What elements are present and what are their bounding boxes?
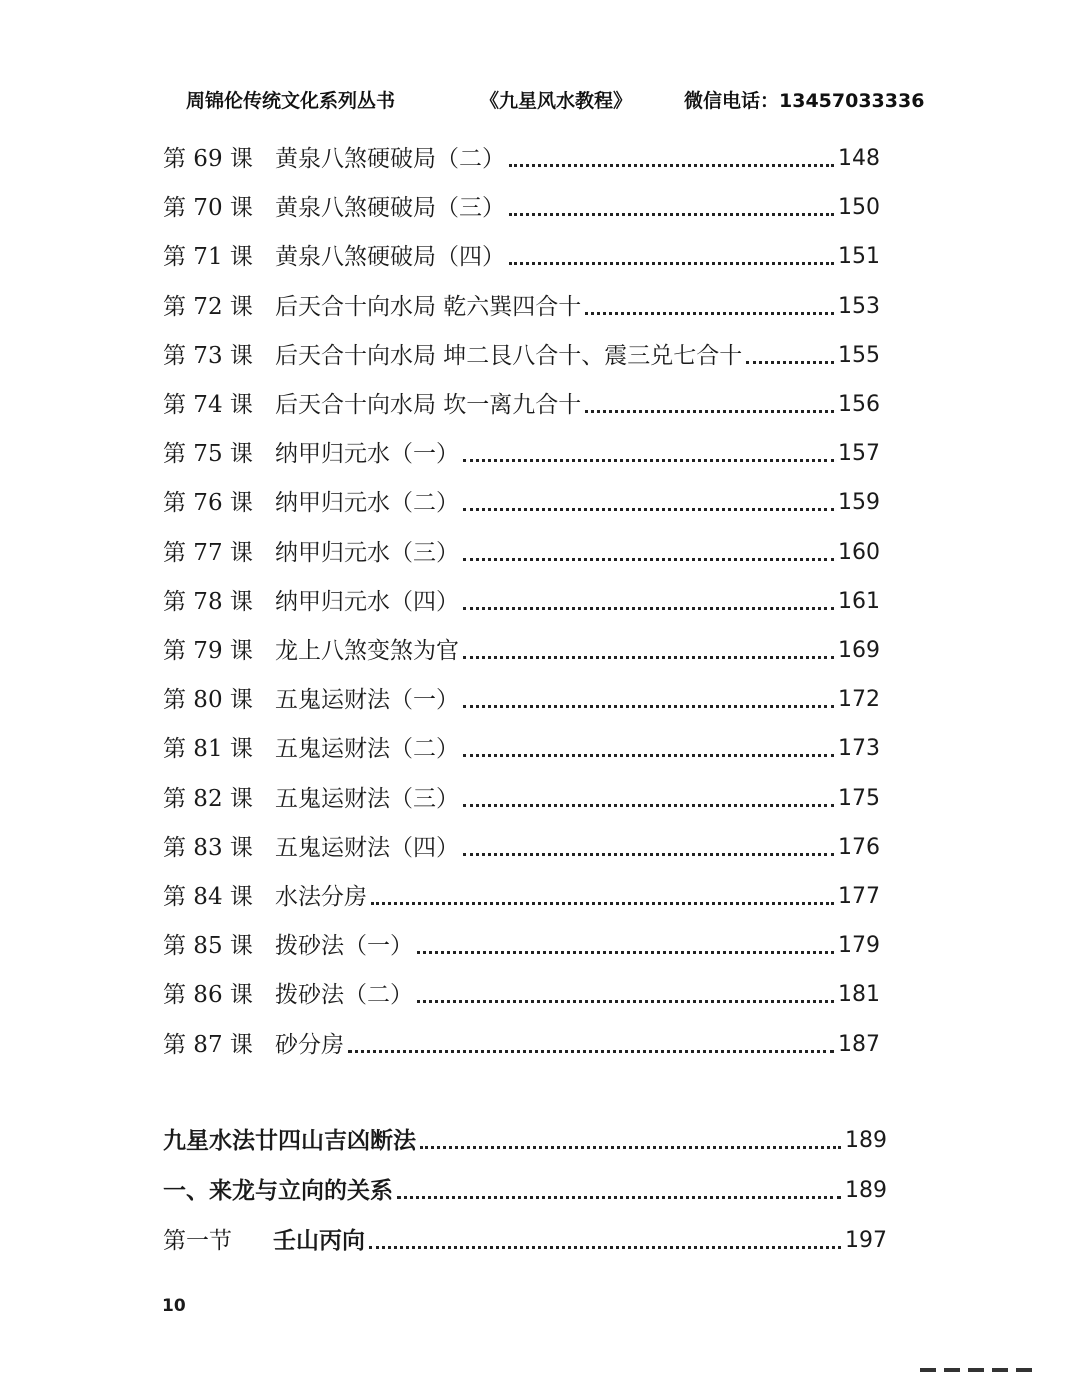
dot-leader	[463, 607, 834, 610]
toc-entry-number: 第 83 课	[163, 835, 253, 861]
toc-entry-page: 153	[838, 294, 880, 319]
toc-entry-number: 第 74 课	[163, 392, 253, 418]
toc-entry-page: 197	[845, 1228, 887, 1253]
toc-entry-title: 砂分房	[275, 1032, 344, 1058]
toc-entry-title: 黄泉八煞硬破局（二）	[275, 146, 505, 172]
book-title: 《九星风水教程》	[480, 90, 633, 112]
toc-entry-number: 第 69 课	[163, 146, 253, 172]
running-header	[0, 86, 1080, 116]
dot-leader	[463, 804, 834, 807]
toc-entry-title: 龙上八煞变煞为官	[275, 638, 459, 664]
toc-entry-title: 拨砂法（二）	[275, 982, 413, 1008]
toc-entry-title: 后天合十向水局 坎一离九合十	[275, 392, 582, 418]
toc-entry-number: 第一节	[163, 1228, 232, 1254]
toc-entry-title: 壬山丙向	[273, 1227, 365, 1254]
toc-entry-title: 纳甲归元水（一）	[275, 441, 459, 467]
toc-lesson-entry	[163, 585, 880, 619]
dot-leader	[463, 853, 834, 856]
toc-lesson-entry	[163, 880, 880, 914]
dot-leader	[369, 1246, 841, 1249]
dot-leader	[463, 459, 834, 462]
dot-leader	[585, 410, 834, 413]
toc-lesson-entry	[163, 634, 880, 668]
toc-lesson-entry	[163, 831, 880, 865]
toc-entry-title: 一、来龙与立向的关系	[163, 1177, 393, 1204]
toc-entry-page: 150	[838, 195, 880, 220]
toc-entry-title: 九星水法廿四山吉凶断法	[163, 1127, 416, 1154]
toc-entry-page: 181	[838, 982, 880, 1007]
toc-entry-title: 水法分房	[275, 884, 367, 910]
toc-entry-number: 第 76 课	[163, 490, 253, 516]
toc-entry-title: 五鬼运财法（一）	[275, 687, 459, 713]
toc-entry-title: 纳甲归元水（二）	[275, 490, 459, 516]
toc-lesson-entry	[163, 240, 880, 274]
toc-entry-title: 五鬼运财法（四）	[275, 835, 459, 861]
dot-leader	[463, 656, 834, 659]
toc-entry-number: 第 81 课	[163, 736, 253, 762]
toc-chapter-entry	[163, 1124, 887, 1158]
toc-part-entry	[163, 1174, 887, 1208]
toc-entry-page: 179	[838, 933, 880, 958]
toc-entry-title: 拨砂法（一）	[275, 933, 413, 959]
toc-lesson-entry	[163, 782, 880, 816]
toc-entry-page: 173	[838, 736, 880, 761]
toc-entry-page: 148	[838, 146, 880, 171]
toc-entry-page: 189	[845, 1128, 887, 1153]
toc-entry-page: 159	[838, 490, 880, 515]
toc-entry-number: 第 82 课	[163, 786, 253, 812]
toc-entry-page: 157	[838, 441, 880, 466]
toc-entry-page: 156	[838, 392, 880, 417]
dot-leader	[463, 754, 834, 757]
toc-lesson-entry	[163, 437, 880, 471]
dot-leader	[417, 1000, 834, 1003]
toc-entry-title: 纳甲归元水（三）	[275, 540, 459, 566]
toc-entry-page: 161	[838, 589, 880, 614]
toc-entry-number: 第 78 课	[163, 589, 253, 615]
toc-entry-number: 第 85 课	[163, 933, 253, 959]
dot-leader	[371, 902, 834, 905]
toc-lesson-entry	[163, 486, 880, 520]
toc-lesson-entry	[163, 290, 880, 324]
dot-leader	[463, 558, 834, 561]
toc-entry-page: 177	[838, 884, 880, 909]
dot-leader	[509, 213, 834, 216]
toc-entry-title: 后天合十向水局 乾六巽四合十	[275, 294, 582, 320]
toc-lesson-entry	[163, 142, 880, 176]
dot-leader	[509, 164, 834, 167]
toc-entry-title: 黄泉八煞硬破局（四）	[275, 244, 505, 270]
toc-entry-page: 151	[838, 244, 880, 269]
toc-entry-page: 160	[838, 540, 880, 565]
toc-entry-number: 第 84 课	[163, 884, 253, 910]
toc-entry-title: 纳甲归元水（四）	[275, 589, 459, 615]
toc-lesson-entry	[163, 1028, 880, 1062]
toc-lesson-entry	[163, 536, 880, 570]
page-number: 10	[162, 1296, 186, 1316]
dot-leader	[463, 508, 834, 511]
toc-entry-page: 176	[838, 835, 880, 860]
toc-entry-number: 第 87 课	[163, 1032, 253, 1058]
dot-leader	[463, 705, 834, 708]
dot-leader	[420, 1146, 841, 1149]
dot-leader	[397, 1196, 841, 1199]
dot-leader	[585, 312, 834, 315]
toc-entry-number: 第 77 课	[163, 540, 253, 566]
toc-entry-page: 187	[838, 1032, 880, 1057]
contact-info: 微信电话：13457033336	[684, 90, 925, 112]
toc-entry-page: 175	[838, 786, 880, 811]
toc-entry-title: 后天合十向水局 坤二艮八合十、震三兑七合十	[275, 343, 743, 369]
toc-entry-number: 第 72 课	[163, 294, 253, 320]
toc-lesson-entry	[163, 388, 880, 422]
toc-entry-number: 第 79 课	[163, 638, 253, 664]
toc-section-entry	[163, 1224, 887, 1258]
toc-entry-page: 169	[838, 638, 880, 663]
toc-entry-number: 第 70 课	[163, 195, 253, 221]
series-title: 周锦伦传统文化系列丛书	[186, 90, 396, 112]
dot-leader	[746, 361, 834, 364]
toc-entry-page: 172	[838, 687, 880, 712]
toc-lesson-entry	[163, 339, 880, 373]
toc-entry-number: 第 73 课	[163, 343, 253, 369]
toc-entry-number: 第 86 课	[163, 982, 253, 1008]
toc-entry-page: 155	[838, 343, 880, 368]
dot-leader	[417, 951, 834, 954]
toc-entry-number: 第 80 课	[163, 687, 253, 713]
toc-entry-title: 五鬼运财法（二）	[275, 736, 459, 762]
toc-lesson-entry	[163, 683, 880, 717]
scan-artifact	[920, 1368, 1040, 1372]
toc-lesson-entry	[163, 732, 880, 766]
toc-entry-page: 189	[845, 1178, 887, 1203]
toc-entry-number: 第 75 课	[163, 441, 253, 467]
toc-lesson-entry	[163, 191, 880, 225]
dot-leader	[348, 1050, 834, 1053]
toc-lesson-entry	[163, 929, 880, 963]
toc-lesson-entry	[163, 978, 880, 1012]
toc-entry-title: 五鬼运财法（三）	[275, 786, 459, 812]
dot-leader	[509, 262, 834, 265]
toc-entry-title: 黄泉八煞硬破局（三）	[275, 195, 505, 221]
toc-entry-number: 第 71 课	[163, 244, 253, 270]
